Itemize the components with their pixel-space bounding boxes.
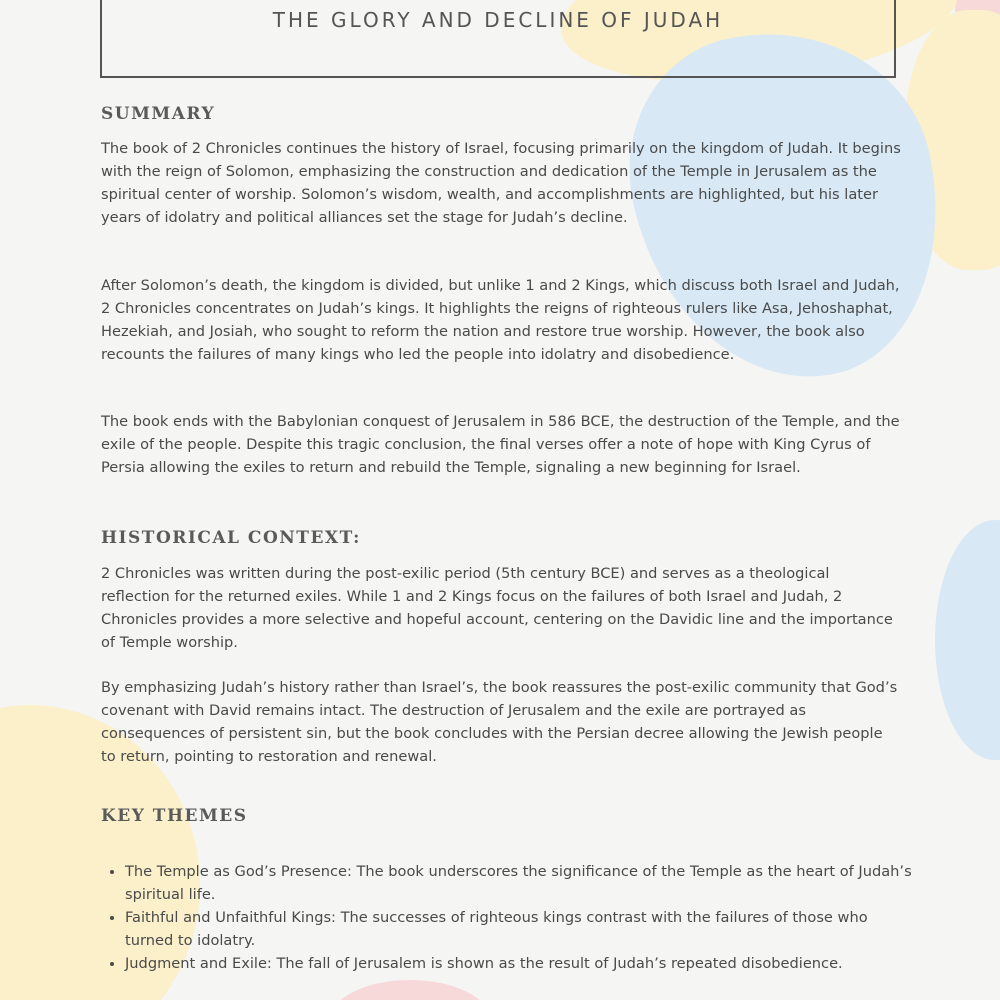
historical-context-paragraph-2: By emphasizing Judah’s history rather than Israel’s, the book reassures the post-exilic community that God’s covenant with David remains intact. The destruction of Jerusalem and the exile are portrayed as consequences of persistent sin, but the book concludes with the Persian decree allowing the Jewish people to return, pointing to restoration and renewal. (101, 679, 898, 765)
summary-paragraph-2: After Solomon’s death, the kingdom is divided, but unlike 1 and 2 Kings, which discuss both Israel and Judah, 2 Chronicles concentrates on Judah’s kings. It highlights the reigns of righteous rulers like Asa, Jehoshaphat, Hezekiah, and Josiah, who sought to reform the nation and restore true worship. However, the book also recounts the failures of many kings who led the people into idolatry and disobedience. (101, 277, 900, 363)
historical-context-paragraph-1: 2 Chronicles was written during the post-exilic period (5th century BCE) and serves as a theological reflection for the returned exiles. While 1 and 2 Kings focus on the failures of both Israel and Judah, 2 Chronicles provides a more selective and hopeful account, centering on the Davidic line and the importance of Temple worship. (101, 565, 893, 651)
decorative-blob-pink-bottom (330, 980, 490, 1000)
title-box (100, 0, 896, 78)
summary-paragraph-3: The book ends with the Babylonian conquest of Jerusalem in 586 BCE, the destruction of the Temple, and the exile of the people. Despite this tragic conclusion, the final verses offer a note of hope with King Cyrus of Persia allowing the exiles to return and rebuild the Temple, signaling a new beginning for Israel. (101, 413, 900, 476)
key-theme-item: • Judgment and Exile: The fall of Jerusalem is shown as the result of Judah’s repeated disobedience. (125, 952, 915, 975)
key-themes-list (105, 860, 915, 975)
key-theme-item: • Faithful and Unfaithful Kings: The successes of righteous kings contrast with the failures of those who turned to idolatry. (125, 906, 915, 952)
decorative-blob-blue-right (935, 520, 1000, 760)
key-theme-item: • The Temple as God’s Presence: The book underscores the significance of the Temple as the heart of Judah’s spiritual life. (125, 860, 915, 906)
summary-paragraph-1: The book of 2 Chronicles continues the history of Israel, focusing primarily on the kingdom of Judah. It begins with the reign of Solomon, emphasizing the construction and dedication of the Temple in Jerusalem as the spiritual center of worship. Solomon’s wisdom, wealth, and accomplishments are highlighted, but his later years of idolatry and political alliances set the stage for Judah’s decline. (101, 140, 901, 226)
historical-context-heading: HISTORICAL CONTEXT: (101, 528, 361, 548)
summary-heading: SUMMARY (101, 104, 216, 124)
page-title: THE GLORY AND DECLINE OF JUDAH (272, 8, 724, 32)
key-themes-heading: KEY THEMES (101, 806, 248, 826)
